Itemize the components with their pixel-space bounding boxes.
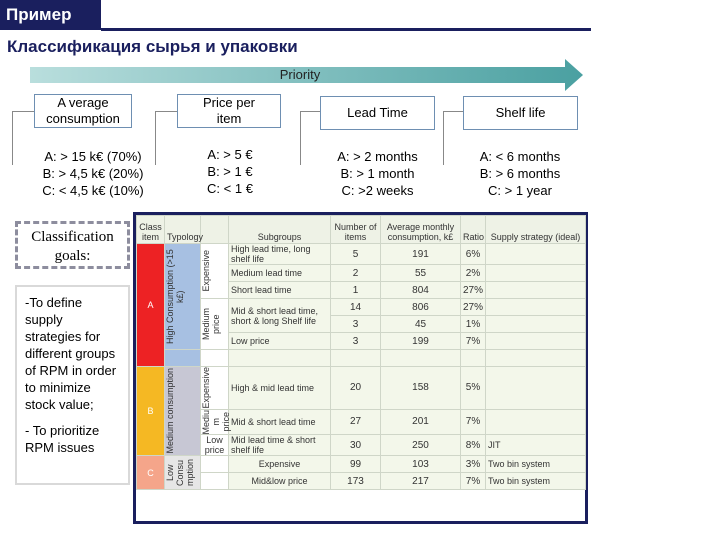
avg-consumption: 217 xyxy=(381,473,461,490)
goals-title: Classification goals: xyxy=(15,221,130,269)
shelf-life-classes xyxy=(460,148,580,199)
item-count: 2 xyxy=(331,265,381,282)
price-group xyxy=(201,299,229,350)
item-count: 3 xyxy=(331,333,381,350)
typology-a xyxy=(165,244,201,350)
item-count: 99 xyxy=(331,456,381,473)
typology-b-label: Medium consumption xyxy=(165,368,175,454)
subgroup: Low price xyxy=(229,333,331,350)
class-line: A: > 5 € xyxy=(207,147,253,162)
avg-consumption: 199 xyxy=(381,333,461,350)
strategy: Two bin system xyxy=(486,473,586,490)
class-line: A: > 15 k€ (70%) xyxy=(44,149,142,164)
item-count: 20 xyxy=(331,367,381,410)
avg-consumption: 55 xyxy=(381,265,461,282)
item-count: 14 xyxy=(331,299,381,316)
subgroup: Mid & short lead time xyxy=(229,409,331,435)
class-b-cell xyxy=(137,367,165,456)
avg-consumption-classes xyxy=(28,148,158,199)
ratio: 27% xyxy=(461,282,486,299)
lead-time-classes xyxy=(320,148,435,199)
strategy xyxy=(486,333,586,350)
col-header: Class item xyxy=(137,216,165,244)
ratio: 6% xyxy=(461,244,486,265)
strategy xyxy=(486,367,586,410)
class-line: B: > 6 months xyxy=(479,166,561,181)
typology-spacer xyxy=(165,350,201,367)
ratio: 7% xyxy=(461,409,486,435)
strategy xyxy=(486,316,586,333)
class-c-label: C xyxy=(147,467,154,478)
price-group xyxy=(201,244,229,299)
class-a-cell xyxy=(137,244,165,367)
item-count: 30 xyxy=(331,435,381,456)
subgroup: Expensive xyxy=(229,456,331,473)
subgroup: High & mid lead time xyxy=(229,367,331,410)
price-group-label: Expensive xyxy=(201,250,211,292)
price-group xyxy=(201,409,229,435)
typology-b xyxy=(165,367,201,456)
price-group-label: Expensive xyxy=(201,367,211,409)
subgroup: Mid&low price xyxy=(229,473,331,490)
col-header: Average monthly consumption, k£ xyxy=(381,216,461,244)
item-count: 5 xyxy=(331,244,381,265)
strategy xyxy=(486,409,586,435)
price-classes xyxy=(190,146,270,197)
subgroup: Mid lead time & short shelf life xyxy=(229,435,331,456)
class-line: C: >2 weeks xyxy=(341,183,414,198)
col-header: Ratio xyxy=(461,216,486,244)
typology-c-label: Low Consu mption xyxy=(165,459,195,487)
avg-consumption: 806 xyxy=(381,299,461,316)
item-count: 1 xyxy=(331,282,381,299)
subgroup: Mid & short lead time, short & long Shelf life xyxy=(229,299,331,333)
example-tag: Пример xyxy=(0,0,101,30)
table-row xyxy=(137,409,586,435)
item-count: 27 xyxy=(331,409,381,435)
strategy xyxy=(486,299,586,316)
strategy xyxy=(486,350,586,367)
class-line: C: < 1 € xyxy=(207,181,253,196)
page-title: Классификация сырья и упаковки xyxy=(7,37,298,56)
item-count: 3 xyxy=(331,316,381,333)
avg-consumption: 250 xyxy=(381,435,461,456)
price-group-label: Mediu m price xyxy=(201,409,231,435)
class-line: B: > 1 month xyxy=(340,166,415,181)
priority-label: Priority xyxy=(279,67,321,82)
strategy xyxy=(486,282,586,299)
table-row xyxy=(137,435,586,456)
table-row xyxy=(137,244,586,265)
strategy xyxy=(486,265,586,282)
table-row xyxy=(137,299,586,316)
strategy: Two bin system xyxy=(486,456,586,473)
avg-consumption: 804 xyxy=(381,282,461,299)
ratio: 27% xyxy=(461,299,486,316)
subgroup: High lead time, long shelf life xyxy=(229,244,331,265)
criterion-price-per-item: Price per item xyxy=(177,94,281,128)
avg-consumption: 103 xyxy=(381,456,461,473)
col-header xyxy=(201,216,229,244)
class-line: A: > 2 months xyxy=(337,149,418,164)
avg-consumption: 158 xyxy=(381,367,461,410)
subgroup: Medium lead time xyxy=(229,265,331,282)
bracket xyxy=(300,111,320,165)
col-header: Number of items xyxy=(331,216,381,244)
class-c-cell xyxy=(137,456,165,490)
item-count xyxy=(331,350,381,367)
class-b-label: B xyxy=(147,406,154,417)
item-count: 173 xyxy=(331,473,381,490)
strategy: JIT xyxy=(486,435,586,456)
strategy xyxy=(486,244,586,265)
criterion-shelf-life: Shelf life xyxy=(463,96,578,130)
price-group-label: Medium price xyxy=(201,308,221,341)
typology-a-label: High Consumption (>15 k£) xyxy=(165,249,185,344)
price-spacer xyxy=(201,350,229,367)
price-group xyxy=(201,367,229,410)
subgroup xyxy=(229,350,331,367)
col-header: Subgroups xyxy=(229,216,331,244)
class-line: B: > 4,5 k€ (20%) xyxy=(42,166,144,181)
table-row xyxy=(137,473,586,490)
class-line: C: > 1 year xyxy=(488,183,552,198)
goal-item: -To define supply strategies for different groups of RPM in order to minimize stock value; xyxy=(25,295,117,412)
bracket xyxy=(155,111,177,165)
ratio: 5% xyxy=(461,367,486,410)
ratio: 8% xyxy=(461,435,486,456)
price-group-label: Low price xyxy=(201,435,229,456)
goal-item: - To prioritize RPM issues xyxy=(25,423,100,455)
avg-consumption: 191 xyxy=(381,244,461,265)
typology-c xyxy=(165,456,201,490)
ratio xyxy=(461,350,486,367)
ratio: 7% xyxy=(461,333,486,350)
criterion-avg-consumption: A verage consumption xyxy=(34,94,132,128)
ratio: 2% xyxy=(461,265,486,282)
avg-consumption xyxy=(381,350,461,367)
criterion-lead-time: Lead Time xyxy=(320,96,435,130)
price-spacer xyxy=(201,473,229,490)
subgroup: Short lead time xyxy=(229,282,331,299)
goals-list xyxy=(15,285,130,485)
table-row xyxy=(137,350,586,367)
col-header: Typology xyxy=(165,216,201,244)
ratio: 7% xyxy=(461,473,486,490)
class-a-label: A xyxy=(147,300,154,310)
avg-consumption: 201 xyxy=(381,409,461,435)
class-line: A: < 6 months xyxy=(479,149,561,164)
header-rule xyxy=(101,28,591,31)
table-row xyxy=(137,367,586,410)
ratio: 1% xyxy=(461,316,486,333)
price-spacer xyxy=(201,456,229,473)
col-header: Supply strategy (ideal) xyxy=(486,216,586,244)
table-row xyxy=(137,456,586,473)
avg-consumption: 45 xyxy=(381,316,461,333)
classification-table xyxy=(133,212,588,524)
ratio: 3% xyxy=(461,456,486,473)
class-line: B: > 1 € xyxy=(207,164,253,179)
class-line: C: < 4,5 k€ (10%) xyxy=(42,183,144,198)
